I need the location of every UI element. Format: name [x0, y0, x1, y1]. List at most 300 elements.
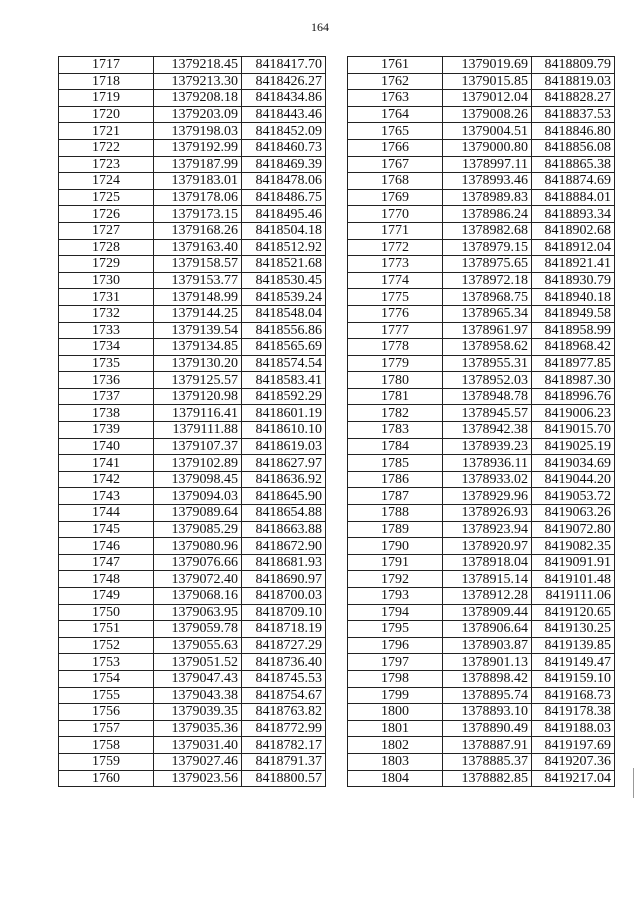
point-number-cell: 1733: [59, 322, 154, 339]
point-number-cell: 1759: [59, 753, 154, 770]
y-coordinate-cell: 8418987.30: [532, 372, 615, 389]
table-row: [348, 305, 615, 322]
x-coordinate-cell: 1379153.77: [154, 272, 242, 289]
point-number-cell: 1748: [59, 571, 154, 588]
x-coordinate-cell: 1378901.13: [443, 654, 532, 671]
y-coordinate-cell: 8418940.18: [532, 289, 615, 306]
x-coordinate-cell: 1378909.44: [443, 604, 532, 621]
point-number-cell: 1803: [348, 753, 443, 770]
table-row: [59, 687, 326, 704]
table-row: [348, 57, 615, 74]
point-number-cell: 1749: [59, 588, 154, 605]
x-coordinate-cell: 1379120.98: [154, 388, 242, 405]
y-coordinate-cell: 8418486.75: [242, 189, 326, 206]
x-coordinate-cell: 1379144.25: [154, 305, 242, 322]
y-coordinate-cell: 8419178.38: [532, 704, 615, 721]
table-row: [59, 57, 326, 74]
table-body-right: [348, 57, 615, 787]
point-number-cell: 1776: [348, 305, 443, 322]
point-number-cell: 1802: [348, 737, 443, 754]
x-coordinate-cell: 1379094.03: [154, 488, 242, 505]
y-coordinate-cell: 8419217.04: [532, 770, 615, 787]
x-coordinate-cell: 1379051.52: [154, 654, 242, 671]
y-coordinate-cell: 8419044.20: [532, 471, 615, 488]
table-row: [348, 538, 615, 555]
point-number-cell: 1771: [348, 222, 443, 239]
point-number-cell: 1769: [348, 189, 443, 206]
table-row: [348, 770, 615, 787]
table-row: [348, 405, 615, 422]
x-coordinate-cell: 1379015.85: [443, 73, 532, 90]
x-coordinate-cell: 1379068.16: [154, 588, 242, 605]
y-coordinate-cell: 8418565.69: [242, 339, 326, 356]
x-coordinate-cell: 1379035.36: [154, 720, 242, 737]
x-coordinate-cell: 1379134.85: [154, 339, 242, 356]
y-coordinate-cell: 8419063.26: [532, 505, 615, 522]
y-coordinate-cell: 8418654.88: [242, 505, 326, 522]
point-number-cell: 1719: [59, 90, 154, 107]
y-coordinate-cell: 8418417.70: [242, 57, 326, 74]
point-number-cell: 1722: [59, 139, 154, 156]
y-coordinate-cell: 8418469.39: [242, 156, 326, 173]
table-row: [348, 654, 615, 671]
x-coordinate-cell: 1378915.14: [443, 571, 532, 588]
y-coordinate-cell: 8418745.53: [242, 670, 326, 687]
x-coordinate-cell: 1378986.24: [443, 206, 532, 223]
point-number-cell: 1767: [348, 156, 443, 173]
x-coordinate-cell: 1378968.75: [443, 289, 532, 306]
x-coordinate-cell: 1379116.41: [154, 405, 242, 422]
y-coordinate-cell: 8418977.85: [532, 355, 615, 372]
table-row: [348, 521, 615, 538]
table-row: [59, 654, 326, 671]
point-number-cell: 1787: [348, 488, 443, 505]
x-coordinate-cell: 1378961.97: [443, 322, 532, 339]
x-coordinate-cell: 1379080.96: [154, 538, 242, 555]
point-number-cell: 1745: [59, 521, 154, 538]
point-number-cell: 1799: [348, 687, 443, 704]
y-coordinate-cell: 8419101.48: [532, 571, 615, 588]
table-row: [59, 737, 326, 754]
table-row: [59, 90, 326, 107]
y-coordinate-cell: 8418645.90: [242, 488, 326, 505]
table-row: [59, 670, 326, 687]
x-coordinate-cell: 1378939.23: [443, 438, 532, 455]
x-coordinate-cell: 1378993.46: [443, 173, 532, 190]
table-row: [348, 720, 615, 737]
point-number-cell: 1758: [59, 737, 154, 754]
point-number-cell: 1761: [348, 57, 443, 74]
table-row: [348, 256, 615, 273]
point-number-cell: 1742: [59, 471, 154, 488]
y-coordinate-cell: 8419139.85: [532, 637, 615, 654]
x-coordinate-cell: 1378942.38: [443, 422, 532, 439]
table-row: [59, 505, 326, 522]
y-coordinate-cell: 8418846.80: [532, 123, 615, 140]
x-coordinate-cell: 1379102.89: [154, 455, 242, 472]
x-coordinate-cell: 1379031.40: [154, 737, 242, 754]
y-coordinate-cell: 8418828.27: [532, 90, 615, 107]
point-number-cell: 1726: [59, 206, 154, 223]
point-number-cell: 1732: [59, 305, 154, 322]
y-coordinate-cell: 8418443.46: [242, 106, 326, 123]
point-number-cell: 1790: [348, 538, 443, 555]
point-number-cell: 1731: [59, 289, 154, 306]
table-row: [59, 388, 326, 405]
x-coordinate-cell: 1379148.99: [154, 289, 242, 306]
point-number-cell: 1721: [59, 123, 154, 140]
table-row: [348, 637, 615, 654]
y-coordinate-cell: 8419149.47: [532, 654, 615, 671]
y-coordinate-cell: 8419188.03: [532, 720, 615, 737]
x-coordinate-cell: 1379039.35: [154, 704, 242, 721]
table-row: [348, 173, 615, 190]
point-number-cell: 1735: [59, 355, 154, 372]
y-coordinate-cell: 8418672.90: [242, 538, 326, 555]
table-row: [59, 521, 326, 538]
x-coordinate-cell: 1379173.15: [154, 206, 242, 223]
x-coordinate-cell: 1379111.88: [154, 422, 242, 439]
x-coordinate-cell: 1379163.40: [154, 239, 242, 256]
x-coordinate-cell: 1379098.45: [154, 471, 242, 488]
y-coordinate-cell: 8418893.34: [532, 206, 615, 223]
y-coordinate-cell: 8419207.36: [532, 753, 615, 770]
y-coordinate-cell: 8418556.86: [242, 322, 326, 339]
x-coordinate-cell: 1378882.85: [443, 770, 532, 787]
table-row: [59, 73, 326, 90]
table-row: [59, 704, 326, 721]
y-coordinate-cell: 8418727.29: [242, 637, 326, 654]
x-coordinate-cell: 1378975.65: [443, 256, 532, 273]
table-row: [59, 720, 326, 737]
point-number-cell: 1777: [348, 322, 443, 339]
y-coordinate-cell: 8419034.69: [532, 455, 615, 472]
point-number-cell: 1734: [59, 339, 154, 356]
table-row: [59, 139, 326, 156]
x-coordinate-cell: 1379208.18: [154, 90, 242, 107]
point-number-cell: 1779: [348, 355, 443, 372]
table-row: [59, 372, 326, 389]
point-number-cell: 1788: [348, 505, 443, 522]
y-coordinate-cell: 8418718.19: [242, 621, 326, 638]
x-coordinate-cell: 1379168.26: [154, 222, 242, 239]
table-row: [59, 422, 326, 439]
y-coordinate-cell: 8418856.08: [532, 139, 615, 156]
point-number-cell: 1729: [59, 256, 154, 273]
x-coordinate-cell: 1378936.11: [443, 455, 532, 472]
x-coordinate-cell: 1378893.10: [443, 704, 532, 721]
x-coordinate-cell: 1379187.99: [154, 156, 242, 173]
y-coordinate-cell: 8418583.41: [242, 372, 326, 389]
table-row: [59, 571, 326, 588]
point-number-cell: 1720: [59, 106, 154, 123]
y-coordinate-cell: 8418700.03: [242, 588, 326, 605]
point-number-cell: 1766: [348, 139, 443, 156]
table-row: [348, 488, 615, 505]
x-coordinate-cell: 1378903.87: [443, 637, 532, 654]
y-coordinate-cell: 8419197.69: [532, 737, 615, 754]
table-row: [348, 471, 615, 488]
y-coordinate-cell: 8418681.93: [242, 554, 326, 571]
table-row: [59, 355, 326, 372]
y-coordinate-cell: 8419091.91: [532, 554, 615, 571]
point-number-cell: 1756: [59, 704, 154, 721]
table-row: [348, 554, 615, 571]
y-coordinate-cell: 8418912.04: [532, 239, 615, 256]
x-coordinate-cell: 1379130.20: [154, 355, 242, 372]
y-coordinate-cell: 8418884.01: [532, 189, 615, 206]
x-coordinate-cell: 1378929.96: [443, 488, 532, 505]
y-coordinate-cell: 8419072.80: [532, 521, 615, 538]
y-coordinate-cell: 8419006.23: [532, 405, 615, 422]
point-number-cell: 1789: [348, 521, 443, 538]
point-number-cell: 1774: [348, 272, 443, 289]
point-number-cell: 1792: [348, 571, 443, 588]
table-row: [59, 455, 326, 472]
table-row: [348, 438, 615, 455]
table-row: [348, 222, 615, 239]
table-row: [348, 106, 615, 123]
table-row: [348, 388, 615, 405]
page-number: 164: [311, 20, 329, 34]
table-row: [59, 471, 326, 488]
x-coordinate-cell: 1378979.15: [443, 239, 532, 256]
table-row: [59, 488, 326, 505]
point-number-cell: 1717: [59, 57, 154, 74]
table-row: [348, 455, 615, 472]
y-coordinate-cell: 8418709.10: [242, 604, 326, 621]
x-coordinate-cell: 1379000.80: [443, 139, 532, 156]
table-row: [348, 670, 615, 687]
table-row: [59, 123, 326, 140]
table-row: [59, 339, 326, 356]
y-coordinate-cell: 8418426.27: [242, 73, 326, 90]
table-row: [348, 687, 615, 704]
point-number-cell: 1786: [348, 471, 443, 488]
x-coordinate-cell: 1378923.94: [443, 521, 532, 538]
y-coordinate-cell: 8418521.68: [242, 256, 326, 273]
table-row: [59, 588, 326, 605]
y-coordinate-cell: 8418574.54: [242, 355, 326, 372]
point-number-cell: 1743: [59, 488, 154, 505]
point-number-cell: 1765: [348, 123, 443, 140]
point-number-cell: 1780: [348, 372, 443, 389]
point-number-cell: 1727: [59, 222, 154, 239]
point-number-cell: 1772: [348, 239, 443, 256]
y-coordinate-cell: 8419120.65: [532, 604, 615, 621]
y-coordinate-cell: 8418592.29: [242, 388, 326, 405]
y-coordinate-cell: 8418763.82: [242, 704, 326, 721]
table-row: [348, 289, 615, 306]
point-number-cell: 1763: [348, 90, 443, 107]
x-coordinate-cell: 1379178.06: [154, 189, 242, 206]
y-coordinate-cell: 8418530.45: [242, 272, 326, 289]
x-coordinate-cell: 1379027.46: [154, 753, 242, 770]
table-row: [59, 554, 326, 571]
point-number-cell: 1750: [59, 604, 154, 621]
y-coordinate-cell: 8418434.86: [242, 90, 326, 107]
y-coordinate-cell: 8418495.46: [242, 206, 326, 223]
table-row: [59, 222, 326, 239]
y-coordinate-cell: 8418930.79: [532, 272, 615, 289]
x-coordinate-cell: 1378926.93: [443, 505, 532, 522]
table-row: [59, 753, 326, 770]
table-row: [348, 272, 615, 289]
table-row: [348, 139, 615, 156]
x-coordinate-cell: 1378952.03: [443, 372, 532, 389]
point-number-cell: 1730: [59, 272, 154, 289]
point-number-cell: 1739: [59, 422, 154, 439]
y-coordinate-cell: 8419159.10: [532, 670, 615, 687]
x-coordinate-cell: 1379218.45: [154, 57, 242, 74]
point-number-cell: 1751: [59, 621, 154, 638]
y-coordinate-cell: 8418601.19: [242, 405, 326, 422]
y-coordinate-cell: 8418782.17: [242, 737, 326, 754]
table-row: [59, 405, 326, 422]
y-coordinate-cell: 8419168.73: [532, 687, 615, 704]
table-row: [59, 637, 326, 654]
y-coordinate-cell: 8418837.53: [532, 106, 615, 123]
point-number-cell: 1746: [59, 538, 154, 555]
point-number-cell: 1725: [59, 189, 154, 206]
coordinates-table-left: [58, 56, 326, 787]
x-coordinate-cell: 1379023.56: [154, 770, 242, 787]
point-number-cell: 1781: [348, 388, 443, 405]
point-number-cell: 1797: [348, 654, 443, 671]
table-row: [59, 173, 326, 190]
table-row: [348, 239, 615, 256]
x-coordinate-cell: 1379063.95: [154, 604, 242, 621]
point-number-cell: 1760: [59, 770, 154, 787]
table-row: [348, 90, 615, 107]
point-number-cell: 1801: [348, 720, 443, 737]
table-row: [59, 322, 326, 339]
point-number-cell: 1736: [59, 372, 154, 389]
y-coordinate-cell: 8418627.97: [242, 455, 326, 472]
point-number-cell: 1793: [348, 588, 443, 605]
y-coordinate-cell: 8418902.68: [532, 222, 615, 239]
point-number-cell: 1741: [59, 455, 154, 472]
y-coordinate-cell: 8419025.19: [532, 438, 615, 455]
y-coordinate-cell: 8418548.04: [242, 305, 326, 322]
table-row: [59, 621, 326, 638]
table-row: [348, 422, 615, 439]
x-coordinate-cell: 1378898.42: [443, 670, 532, 687]
x-coordinate-cell: 1379198.03: [154, 123, 242, 140]
x-coordinate-cell: 1379125.57: [154, 372, 242, 389]
x-coordinate-cell: 1378955.31: [443, 355, 532, 372]
point-number-cell: 1796: [348, 637, 443, 654]
table-row: [348, 704, 615, 721]
table-row: [348, 737, 615, 754]
point-number-cell: 1764: [348, 106, 443, 123]
y-coordinate-cell: 8418512.92: [242, 239, 326, 256]
y-coordinate-cell: 8419082.35: [532, 538, 615, 555]
point-number-cell: 1755: [59, 687, 154, 704]
x-coordinate-cell: 1378912.28: [443, 588, 532, 605]
x-coordinate-cell: 1378918.04: [443, 554, 532, 571]
table-row: [348, 123, 615, 140]
point-number-cell: 1804: [348, 770, 443, 787]
x-coordinate-cell: 1379076.66: [154, 554, 242, 571]
point-number-cell: 1718: [59, 73, 154, 90]
table-row: [59, 438, 326, 455]
point-number-cell: 1738: [59, 405, 154, 422]
x-coordinate-cell: 1378885.37: [443, 753, 532, 770]
table-row: [59, 272, 326, 289]
point-number-cell: 1800: [348, 704, 443, 721]
point-number-cell: 1724: [59, 173, 154, 190]
x-coordinate-cell: 1378948.78: [443, 388, 532, 405]
point-number-cell: 1768: [348, 173, 443, 190]
table-row: [348, 156, 615, 173]
y-coordinate-cell: 8418949.58: [532, 305, 615, 322]
point-number-cell: 1794: [348, 604, 443, 621]
table-row: [59, 305, 326, 322]
x-coordinate-cell: 1378972.18: [443, 272, 532, 289]
y-coordinate-cell: 8418819.03: [532, 73, 615, 90]
x-coordinate-cell: 1379047.43: [154, 670, 242, 687]
point-number-cell: 1757: [59, 720, 154, 737]
y-coordinate-cell: 8418636.92: [242, 471, 326, 488]
table-row: [348, 571, 615, 588]
table-row: [348, 189, 615, 206]
table-row: [59, 770, 326, 787]
x-coordinate-cell: 1379085.29: [154, 521, 242, 538]
x-coordinate-cell: 1379012.04: [443, 90, 532, 107]
x-coordinate-cell: 1379055.63: [154, 637, 242, 654]
point-number-cell: 1762: [348, 73, 443, 90]
point-number-cell: 1747: [59, 554, 154, 571]
table-row: [348, 588, 615, 605]
point-number-cell: 1798: [348, 670, 443, 687]
table-row: [348, 339, 615, 356]
y-coordinate-cell: 8418874.69: [532, 173, 615, 190]
table-row: [59, 156, 326, 173]
point-number-cell: 1753: [59, 654, 154, 671]
point-number-cell: 1744: [59, 505, 154, 522]
x-coordinate-cell: 1378982.68: [443, 222, 532, 239]
x-coordinate-cell: 1378933.02: [443, 471, 532, 488]
y-coordinate-cell: 8418478.06: [242, 173, 326, 190]
x-coordinate-cell: 1379019.69: [443, 57, 532, 74]
point-number-cell: 1723: [59, 156, 154, 173]
x-coordinate-cell: 1379107.37: [154, 438, 242, 455]
scan-mark: [633, 768, 634, 798]
y-coordinate-cell: 8419053.72: [532, 488, 615, 505]
y-coordinate-cell: 8418504.18: [242, 222, 326, 239]
y-coordinate-cell: 8418772.99: [242, 720, 326, 737]
x-coordinate-cell: 1379072.40: [154, 571, 242, 588]
x-coordinate-cell: 1379192.99: [154, 139, 242, 156]
table-row: [59, 256, 326, 273]
x-coordinate-cell: 1379213.30: [154, 73, 242, 90]
x-coordinate-cell: 1379158.57: [154, 256, 242, 273]
table-row: [348, 621, 615, 638]
point-number-cell: 1752: [59, 637, 154, 654]
table-row: [348, 604, 615, 621]
y-coordinate-cell: 8419111.06: [532, 588, 615, 605]
table-row: [348, 355, 615, 372]
x-coordinate-cell: 1379008.26: [443, 106, 532, 123]
y-coordinate-cell: 8418996.76: [532, 388, 615, 405]
y-coordinate-cell: 8418460.73: [242, 139, 326, 156]
point-number-cell: 1782: [348, 405, 443, 422]
y-coordinate-cell: 8418619.03: [242, 438, 326, 455]
y-coordinate-cell: 8418539.24: [242, 289, 326, 306]
table-row: [348, 753, 615, 770]
y-coordinate-cell: 8418800.57: [242, 770, 326, 787]
